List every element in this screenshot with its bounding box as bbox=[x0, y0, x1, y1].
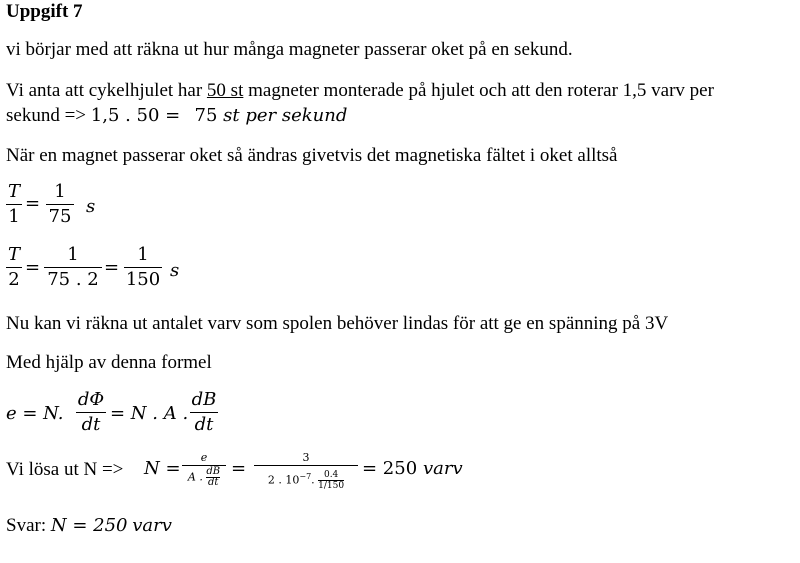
paragraph-formula-intro: Med hjälp av denna formel bbox=[6, 352, 212, 373]
paragraph-intro: vi börjar med att räkna ut hur många magneter passerar oket på en sekund. bbox=[6, 39, 573, 60]
heading: Uppgift 7 bbox=[6, 1, 83, 22]
paragraph-assumption: Vi anta att cykelhjulet har 50 st magneter monterade på hjulet och att den roterar 1,5 varv per bbox=[6, 80, 714, 101]
frac-db-dt: dB dt bbox=[191, 389, 217, 435]
rate-value: 75 st per sekund bbox=[194, 105, 348, 126]
frac-e-over-a-db-dt: e A . $\frac{dB}{dt}$ bbox=[182, 452, 226, 488]
frac-t-over-2: T 2 bbox=[7, 244, 20, 290]
paragraph-turns: Nu kan vi räkna ut antalet varv som spolen behöver lindas för att ge en spänning på 3V bbox=[6, 313, 669, 334]
frac-t-over-1: T 1 bbox=[7, 181, 20, 227]
document-page: Uppgift 7 vi börjar med att räkna ut hur många magneter passerar oket på en sekund. Vi anta att cykelhjulet har 50 st magneter monterade på hjulet och att den roterar 1,5 varv per sekund => 1,5 . 50 = 75 st per sekund När en magnet passerar oket så ändras givetvis det magnetiska fältet i oket alltså T 1 = 1 75 s T 2 = 1 75 . 2 = 1 150 s Nu kan vi räkna ut antalet varv som spolen behöver lindas för att ge en spänning på 3V Med hjälp av denna formel e = N. dΦ dt = N . A . dB dt Vi lösa ut N => N = e A . $\frac{dB}{dt}$ = 3 2 . $10^{-7}$. $\frac{0.4}{1/150}$ = 250 varv Svar: N = 250 varv bbox=[6, 1, 714, 536]
answer: Svar: N = 250 varv bbox=[6, 515, 172, 536]
magnet-count: 50 st bbox=[206, 80, 244, 101]
frac-dphi-dt: dΦ dt bbox=[77, 389, 105, 435]
paragraph-field-change: När en magnet passerar oket så ändras givetvis det magnetiska fältet i oket alltså bbox=[6, 145, 618, 166]
frac-1-over-75x2: 1 75 . 2 bbox=[44, 244, 102, 291]
frac-3-over-denominator: 3 2 . $10^{-7}$. $\frac{0.4}{1/150}$ bbox=[254, 452, 358, 491]
paragraph-calc: sekund => 1,5 . 50 = 75 st per sekund bbox=[6, 105, 348, 126]
frac-1-over-75: 1 75 bbox=[46, 181, 74, 228]
frac-1-over-150: 1 150 bbox=[125, 244, 161, 290]
